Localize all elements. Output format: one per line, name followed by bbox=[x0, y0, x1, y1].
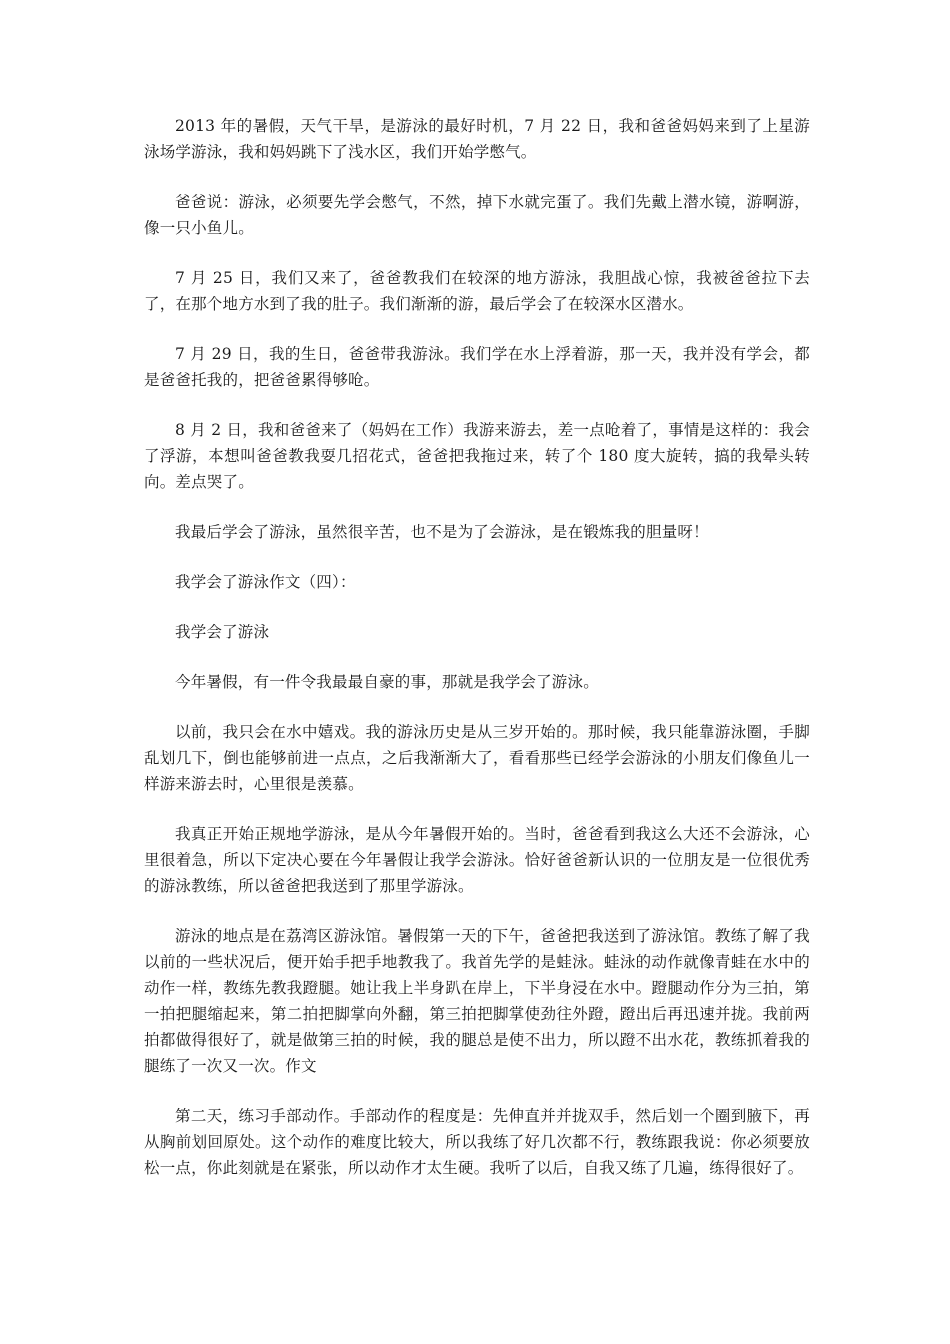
paragraph-1: 2013 年的暑假，天气干旱，是游泳的最好时机，7 月 22 日，我和爸爸妈妈来到了上星游泳场学游泳，我和妈妈跳下了浅水区，我们开始学憋气。 bbox=[144, 117, 810, 161]
paragraph-9: 今年暑假，有一件令我最最自豪的事，那就是我学会了游泳。 bbox=[175, 673, 599, 691]
paragraph-5: 8 月 2 日，我和爸爸来了（妈妈在工作）我游来游去，差一点呛着了，事情是这样的：我会了浮游，本想叫爸爸教我耍几招花式，爸爸把我拖过来，转了个 180 度大旋转，搞的我晕头转向。差点哭了。 bbox=[144, 421, 810, 491]
section-heading: 我学会了游泳作文（四）： bbox=[175, 573, 356, 591]
paragraph-13: 第二天，练习手部动作。手部动作的程度是：先伸直并并拢双手，然后划一个圈到腋下，再从胸前划回原处。这个动作的难度比较大，所以我练了好几次都不行，教练跟我说：你必须要放松一点，你此刻就是在紧张，所以动作才太生硬。我听了以后，自我又练了几遍，练得很好了。 bbox=[144, 1107, 810, 1177]
paragraph-2: 爸爸说：游泳，必须要先学会憋气，不然，掉下水就完蛋了。我们先戴上潜水镜，游啊游，像一只小鱼儿。 bbox=[144, 193, 810, 237]
paragraph-12: 游泳的地点是在荔湾区游泳馆。暑假第一天的下午，爸爸把我送到了游泳馆。教练了解了我以前的一些状况后，便开始手把手地教我了。我首先学的是蛙泳。蛙泳的动作就像青蛙在水中的动作一样，教练先教我蹬腿。她让我上半身趴在岸上，下半身浸在水中。蹬腿动作分为三拍，第一拍把腿缩起来，第二拍把脚掌向外翻，第三拍把脚掌使劲往外蹬，蹬出后再迅速并拢。我前两拍都做得很好了，就是做第三拍的时候，我的腿总是使不出力，所以蹬不出水花，教练抓着我的腿练了一次又一次。作文 bbox=[144, 927, 810, 1075]
paragraph-6: 我最后学会了游泳，虽然很辛苦，也不是为了会游泳，是在锻炼我的胆量呀！ bbox=[175, 523, 709, 541]
paragraph-4: 7 月 29 日，我的生日，爸爸带我游泳。我们学在水上浮着游，那一天，我并没有学会，都是爸爸托我的，把爸爸累得够呛。 bbox=[144, 345, 810, 389]
document-body bbox=[144, 113, 810, 1205]
paragraph-3: 7 月 25 日，我们又来了，爸爸教我们在较深的地方游泳，我胆战心惊，我被爸爸拉下去了，在那个地方水到了我的肚子。我们渐渐的游，最后学会了在较深水区潜水。 bbox=[144, 269, 810, 313]
paragraph-10: 以前，我只会在水中嬉戏。我的游泳历史是从三岁开始的。那时候，我只能靠游泳圈，手脚乱划几下，倒也能够前进一点点，之后我渐渐大了，看看那些已经学会游泳的小朋友们像鱼儿一样游来游去时，心里很是羡慕。 bbox=[144, 723, 810, 793]
paragraph-11: 我真正开始正规地学游泳，是从今年暑假开始的。当时，爸爸看到我这么大还不会游泳，心里很着急，所以下定决心要在今年暑假让我学会游泳。恰好爸爸新认识的一位朋友是一位很优秀的游泳教练，所以爸爸把我送到了那里学游泳。 bbox=[144, 825, 810, 895]
essay-title: 我学会了游泳 bbox=[175, 623, 270, 641]
